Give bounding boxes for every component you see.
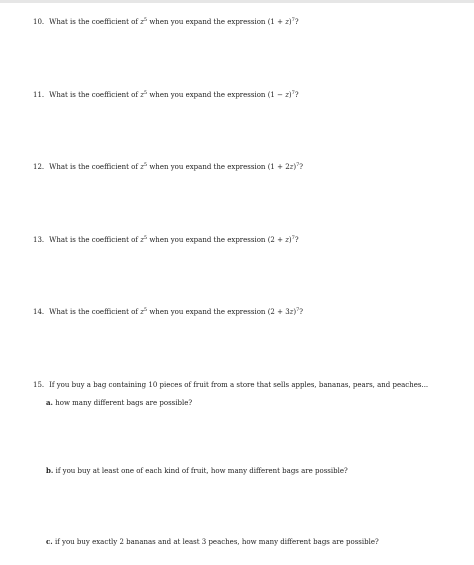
problem-15-part-a	[46, 398, 192, 408]
variable-power: $z^5$	[140, 17, 148, 26]
problem-number: 12.	[33, 163, 45, 171]
variable-power: $z^5$	[140, 162, 148, 171]
expression: $(1 + 2z)^7$	[267, 162, 300, 171]
variable-power: $z^5$	[140, 235, 148, 244]
question-mark: ?	[299, 308, 304, 316]
question-text-mid: when you expand the expression	[149, 236, 266, 244]
problem-14	[33, 308, 303, 317]
question-text: What is the coefficient of	[49, 163, 138, 171]
variable-power: $z^5$	[140, 307, 148, 316]
top-divider	[0, 0, 474, 3]
variable-power: $z^5$	[140, 90, 148, 99]
part-label: b.	[46, 466, 54, 475]
problem-11	[33, 91, 299, 100]
problem-number: 15.	[33, 381, 45, 389]
problem-number: 13.	[33, 236, 45, 244]
expression: $(1 - z)^7$	[267, 90, 295, 99]
part-text: how many different bags are possible?	[55, 399, 193, 407]
problem-number: 14.	[33, 308, 45, 316]
problem-15-part-c	[46, 537, 379, 547]
part-label: c.	[46, 537, 53, 546]
question-text: What is the coefficient of	[49, 308, 138, 316]
expression: $(2 + z)^7$	[267, 235, 295, 244]
question-text-mid: when you expand the expression	[149, 91, 266, 99]
question-text-mid: when you expand the expression	[149, 163, 266, 171]
part-text: if you buy at least one of each kind of fruit, how many different bags are possible?	[55, 467, 348, 475]
problem-10	[33, 18, 299, 27]
problem-13	[33, 236, 299, 245]
problem-number: 10.	[33, 18, 45, 26]
question-text: If you buy a bag containing 10 pieces of fruit from a store that sells apples, bananas, pears, and peaches...	[49, 381, 429, 389]
expression: $(1 + z)^7$	[267, 17, 295, 26]
question-text: What is the coefficient of	[49, 91, 138, 99]
question-text-mid: when you expand the expression	[149, 18, 266, 26]
problem-number: 11.	[33, 91, 45, 99]
part-label: a.	[46, 398, 53, 407]
question-mark: ?	[299, 163, 304, 171]
expression: $(2 + 3z)^7$	[267, 307, 300, 316]
problem-15-part-b	[46, 466, 348, 476]
question-mark: ?	[294, 236, 299, 244]
part-text: if you buy exactly 2 bananas and at least 3 peaches, how many different bags are possible?	[54, 538, 379, 546]
problem-15	[33, 381, 428, 390]
question-mark: ?	[294, 91, 299, 99]
question-mark: ?	[294, 18, 299, 26]
question-text: What is the coefficient of	[49, 236, 138, 244]
question-text-mid: when you expand the expression	[149, 308, 266, 316]
problem-12	[33, 163, 303, 172]
question-text: What is the coefficient of	[49, 18, 138, 26]
